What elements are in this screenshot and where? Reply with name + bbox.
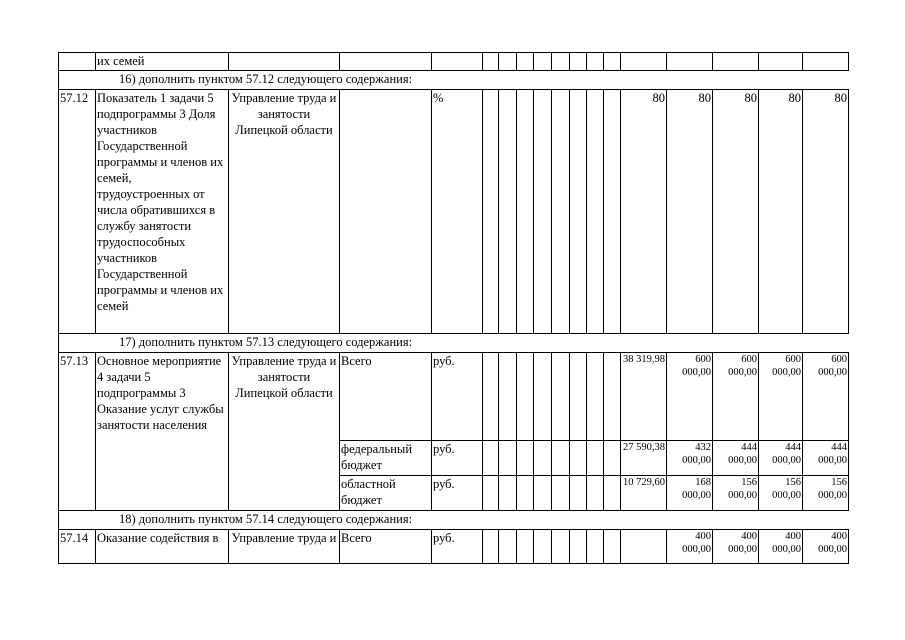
note-18: 18) дополнить пунктом 57.14 следующего содержания: bbox=[119, 512, 413, 526]
item-name: Основное мероприятие 4 задачи 5 подпрограммы 3 Оказание услуг службы занятости населения bbox=[96, 353, 229, 511]
value-4: 156 000,00 bbox=[759, 476, 803, 511]
amendment-note bbox=[59, 511, 849, 530]
value-2: 168 000,00 bbox=[667, 476, 713, 511]
funding-source: областной бюджет bbox=[340, 476, 432, 511]
value-4: 600 000,00 bbox=[759, 353, 803, 441]
item-org: Управление труда и занятости Липецкой области bbox=[229, 90, 340, 334]
table-row bbox=[59, 53, 849, 71]
item-unit: руб. bbox=[432, 530, 483, 564]
value-5: 156 000,00 bbox=[803, 476, 849, 511]
item-unit: руб. bbox=[432, 441, 483, 476]
table-row bbox=[59, 530, 849, 564]
value-2: 600 000,00 bbox=[667, 353, 713, 441]
value-4: 444 000,00 bbox=[759, 441, 803, 476]
value-2: 432 000,00 bbox=[667, 441, 713, 476]
value-1: 10 729,60 bbox=[621, 476, 667, 511]
program-table bbox=[58, 52, 849, 564]
item-name: Оказание содействия в bbox=[96, 530, 229, 564]
value-5: 600 000,00 bbox=[803, 353, 849, 441]
value-4: 400 000,00 bbox=[759, 530, 803, 564]
item-unit: % bbox=[432, 90, 483, 334]
amendment-note bbox=[59, 71, 849, 90]
value-3: 400 000,00 bbox=[713, 530, 759, 564]
table-row bbox=[59, 353, 849, 441]
value-5: 400 000,00 bbox=[803, 530, 849, 564]
value-1: 27 590,38 bbox=[621, 441, 667, 476]
value-5: 444 000,00 bbox=[803, 441, 849, 476]
item-number: 57.14 bbox=[59, 530, 96, 564]
value-3: 80 bbox=[713, 90, 759, 334]
value-3: 600 000,00 bbox=[713, 353, 759, 441]
value-2: 80 bbox=[667, 90, 713, 334]
item-name: Показатель 1 задачи 5 подпрограммы 3 Доля участников Государственной программы и членов их семей, трудоустроенных от числа обратившихся в службу занятости трудоспособных участников Государственной программы и членов их семей bbox=[96, 90, 229, 334]
value-3: 156 000,00 bbox=[713, 476, 759, 511]
item-number: 57.12 bbox=[59, 90, 96, 334]
funding-source: Всего bbox=[340, 353, 432, 441]
value-3: 444 000,00 bbox=[713, 441, 759, 476]
item-org: Управление труда и занятости Липецкой области bbox=[229, 353, 340, 511]
funding-source: федеральный бюджет bbox=[340, 441, 432, 476]
item-unit: руб. bbox=[432, 476, 483, 511]
value-4: 80 bbox=[759, 90, 803, 334]
table-row bbox=[59, 90, 849, 334]
note-16: 16) дополнить пунктом 57.12 следующего содержания: bbox=[119, 72, 413, 86]
item-org: Управление труда и bbox=[229, 530, 340, 564]
item-unit: руб. bbox=[432, 353, 483, 441]
value-2: 400 000,00 bbox=[667, 530, 713, 564]
funding-source: Всего bbox=[340, 530, 432, 564]
amendment-note bbox=[59, 334, 849, 353]
value-5: 80 bbox=[803, 90, 849, 334]
value-1: 38 319,98 bbox=[621, 353, 667, 441]
cell-name: их семей bbox=[96, 53, 229, 71]
value-1: 80 bbox=[621, 90, 667, 334]
item-number: 57.13 bbox=[59, 353, 96, 511]
note-17: 17) дополнить пунктом 57.13 следующего содержания: bbox=[119, 335, 413, 349]
